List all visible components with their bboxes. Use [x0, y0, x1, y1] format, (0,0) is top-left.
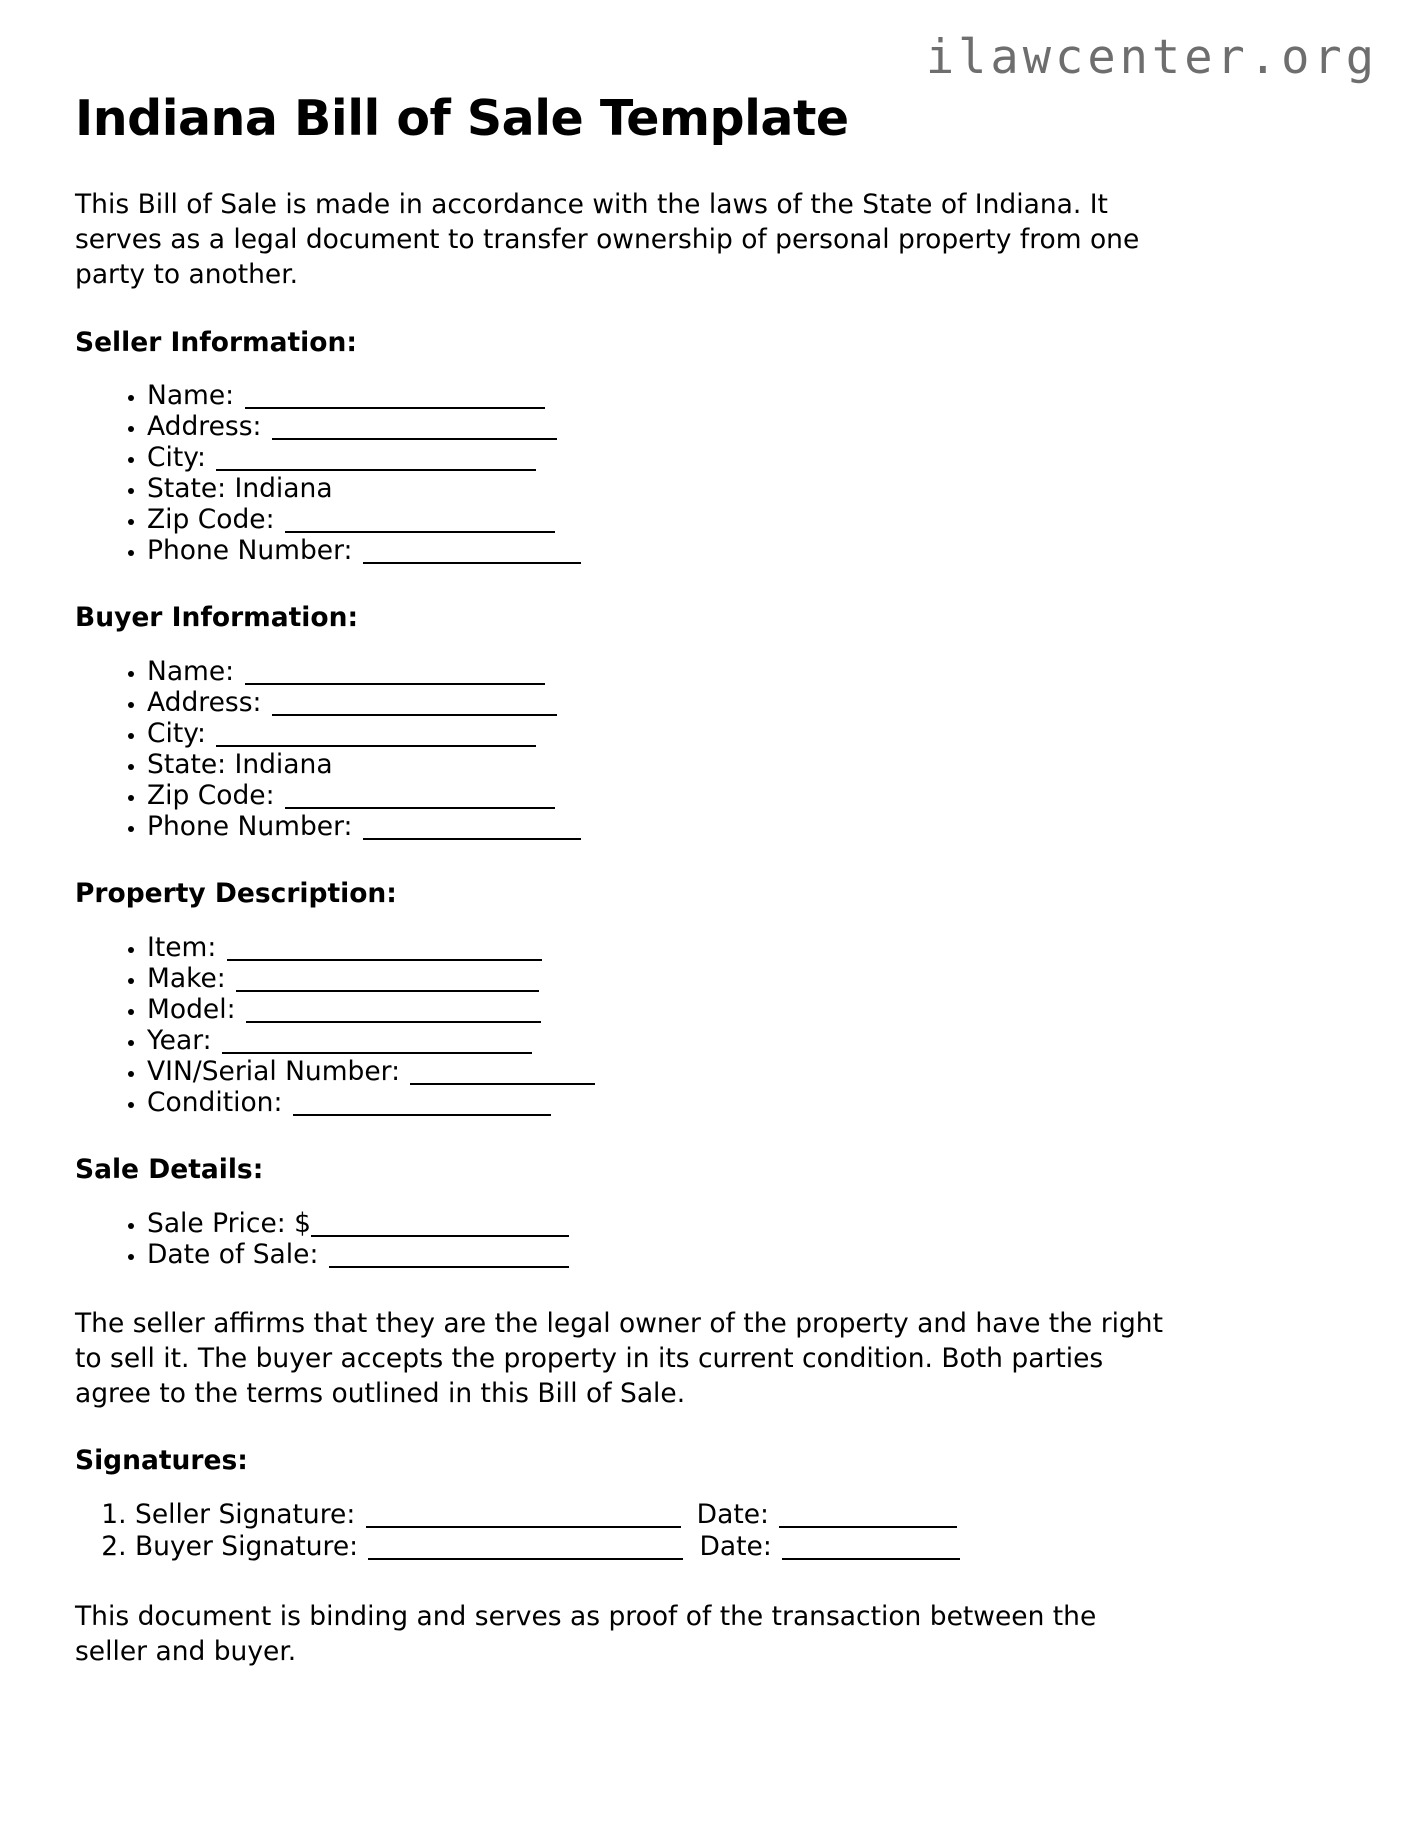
field-blank-line[interactable] [245, 683, 545, 685]
field-label: Date of Sale: [147, 1238, 327, 1270]
property-description-heading: Property Description: [75, 878, 397, 910]
field-blank-line[interactable] [222, 1052, 532, 1054]
affirmation-paragraph: The seller affirms that they are the legal owner of the property and have the right to sell it. The buyer accepts the property in its current condition. Both parties agree to the terms outlined in this Bill of Sale. [75, 1307, 1163, 1410]
field-blank-line[interactable] [236, 990, 539, 992]
field-blank-line[interactable] [272, 438, 557, 440]
sale-details-heading: Sale Details: [75, 1153, 264, 1185]
field-label: Condition: [147, 1086, 291, 1118]
field-label: VIN/Serial Number: [147, 1055, 409, 1087]
page-title: Indiana Bill of Sale Template [75, 90, 849, 147]
intro-paragraph: This Bill of Sale is made in accordance with the laws of the State of Indiana. It serves as a legal document to transfer ownership of personal property from one party to another. [75, 188, 1140, 291]
field-label: Year: [147, 1024, 220, 1056]
field-row [147, 535, 1331, 566]
field-value: Indiana [234, 473, 333, 505]
site-watermark: ilawcenter.org [925, 30, 1378, 85]
field-blank-line[interactable] [363, 562, 581, 564]
field-row [147, 411, 1331, 442]
field-row [147, 380, 1331, 411]
field-row [147, 504, 1331, 535]
field-label: Address: [147, 687, 270, 719]
field-blank-line[interactable] [216, 469, 536, 471]
field-blank-line[interactable] [272, 714, 557, 716]
signatures-heading: Signatures: [75, 1445, 248, 1477]
field-blank-line[interactable] [245, 407, 545, 409]
field-blank-line[interactable] [329, 1266, 569, 1268]
field-row [147, 1025, 1331, 1056]
field-blank-line[interactable] [293, 1114, 551, 1116]
field-label: Model: [147, 993, 244, 1025]
field-blank-line[interactable] [227, 959, 542, 961]
field-blank-line[interactable] [216, 745, 536, 747]
field-label: Phone Number: [147, 535, 361, 567]
field-row [147, 1087, 1331, 1118]
field-row [147, 749, 1331, 780]
signature-row [135, 1531, 1331, 1563]
document-content [75, 92, 1331, 1703]
date-label: Date: [696, 1499, 778, 1531]
signature-entries [75, 1499, 1331, 1563]
field-label: Make: [147, 962, 235, 994]
field-row [147, 1239, 1331, 1270]
field-row [147, 780, 1331, 811]
field-label: City: [147, 442, 215, 474]
field-row [147, 932, 1331, 963]
field-label: City: [147, 718, 215, 750]
seller-information-fields [75, 380, 1331, 566]
field-row [147, 963, 1331, 994]
seller-information-heading: Seller Information: [75, 326, 357, 358]
date-label: Date: [699, 1531, 781, 1563]
buyer-information-fields [75, 656, 1331, 842]
field-blank-line[interactable] [246, 1021, 541, 1023]
field-label: Item: [147, 931, 225, 963]
field-label: Name: [147, 656, 243, 688]
field-row [147, 473, 1331, 504]
field-row [147, 442, 1331, 473]
field-row [147, 718, 1331, 749]
field-row [147, 811, 1331, 842]
property-description-fields [75, 932, 1331, 1118]
field-label: Zip Code: [147, 504, 283, 536]
signature-label: Buyer Signature: [135, 1531, 367, 1563]
field-blank-line[interactable] [311, 1235, 569, 1237]
signature-blank-line[interactable] [368, 1558, 683, 1560]
field-row [147, 656, 1331, 687]
field-label: State: [147, 473, 235, 505]
field-label: Phone Number: [147, 811, 361, 843]
field-label: Name: [147, 380, 243, 412]
field-blank-line[interactable] [363, 838, 581, 840]
date-blank-line[interactable] [779, 1526, 957, 1528]
field-label: Address: [147, 411, 270, 443]
buyer-information-heading: Buyer Information: [75, 602, 359, 634]
signature-row [135, 1499, 1331, 1531]
date-blank-line[interactable] [782, 1558, 960, 1560]
field-row [147, 1208, 1331, 1239]
field-label: Zip Code: [147, 780, 283, 812]
field-row [147, 687, 1331, 718]
field-blank-line[interactable] [285, 531, 555, 533]
field-label: Sale Price: $ [147, 1207, 312, 1239]
field-value: Indiana [234, 749, 333, 781]
signature-label: Seller Signature: [135, 1499, 364, 1531]
field-label: State: [147, 749, 235, 781]
closing-paragraph: This document is binding and serves as proof of the transaction between the seller and buyer. [75, 1600, 1097, 1668]
field-blank-line[interactable] [285, 807, 555, 809]
signature-blank-line[interactable] [366, 1526, 681, 1528]
field-blank-line[interactable] [410, 1083, 595, 1085]
field-row [147, 1056, 1331, 1087]
sale-details-fields [75, 1208, 1331, 1270]
field-row [147, 994, 1331, 1025]
